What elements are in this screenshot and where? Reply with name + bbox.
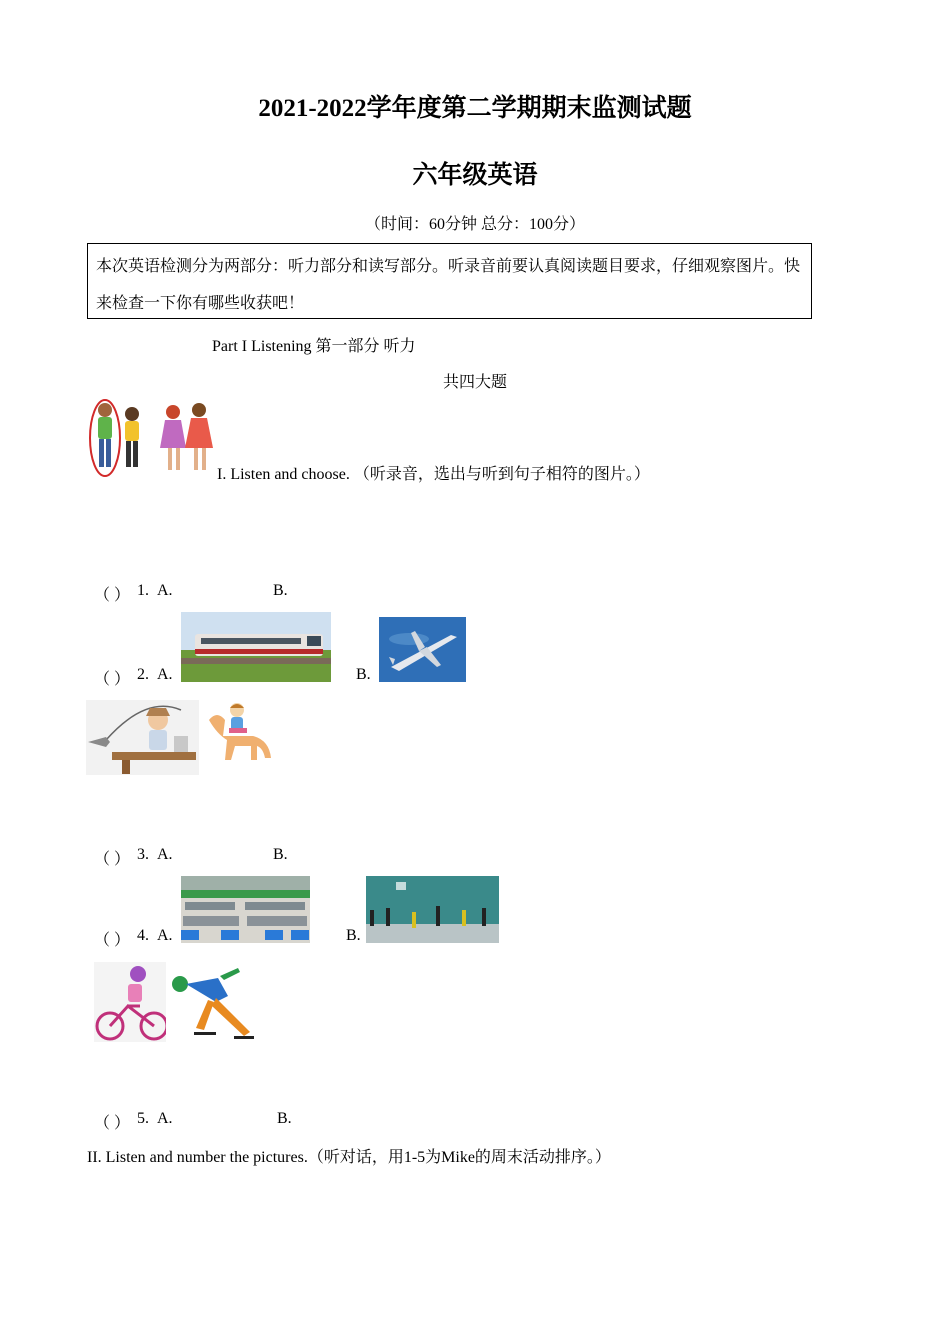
answer-bracket[interactable]: （ ） [94, 851, 131, 868]
option-a-label: A. [157, 1110, 173, 1127]
fishing-image[interactable] [86, 700, 201, 775]
part-heading: Part I Listening 第一部分 听力 [212, 338, 416, 355]
option-a-label: A. [157, 846, 173, 863]
gym-image[interactable] [366, 876, 499, 943]
answer-bracket[interactable]: （ ） [94, 671, 131, 688]
answer-bracket[interactable]: （ ） [94, 932, 131, 949]
horse-riding-image[interactable] [199, 700, 279, 775]
option-b-label: B. [273, 582, 288, 599]
question-number: 5. [137, 1110, 149, 1127]
section1-instruction: I. Listen and choose. （听录音，选出与听到句子相符的图片。） [217, 466, 650, 483]
option-b-label: B. [356, 666, 371, 683]
exam-meta: （时间：60分钟 总分：100分） [364, 216, 585, 233]
canteen-image[interactable] [181, 876, 310, 943]
question-number: 1. [137, 582, 149, 599]
section2-instruction: II. Listen and number the pictures.（听对话，用1-5为Mike的周末活动排序。） [87, 1149, 611, 1166]
option-a-label: A. [157, 582, 173, 599]
question-number: 2. [137, 666, 149, 683]
page-subtitle: 六年级英语 [412, 162, 538, 189]
answer-bracket[interactable]: （ ） [94, 587, 131, 604]
part-subheading: 共四大题 [442, 374, 507, 391]
question-number: 3. [137, 846, 149, 863]
option-b-label: B. [346, 927, 361, 944]
skating-image[interactable] [166, 962, 256, 1044]
cycling-image[interactable] [94, 962, 172, 1042]
answer-bracket[interactable]: （ ） [94, 1115, 131, 1132]
train-image[interactable] [181, 612, 331, 682]
question-number: 4. [137, 927, 149, 944]
option-b-label: B. [273, 846, 288, 863]
page-title: 2021-2022学年度第二学期期末监测试题 [258, 95, 692, 122]
notice-box: 本次英语检测分为两部分：听力部分和读写部分。听录音前要认真阅读题目要求，仔细观察图片。快来检查一下你有哪些收获吧！ [87, 243, 812, 319]
option-a-label: A. [157, 666, 173, 683]
option-b-label: B. [277, 1110, 292, 1127]
children-image [86, 398, 216, 480]
airplane-image[interactable] [379, 617, 466, 682]
option-a-label: A. [157, 927, 173, 944]
